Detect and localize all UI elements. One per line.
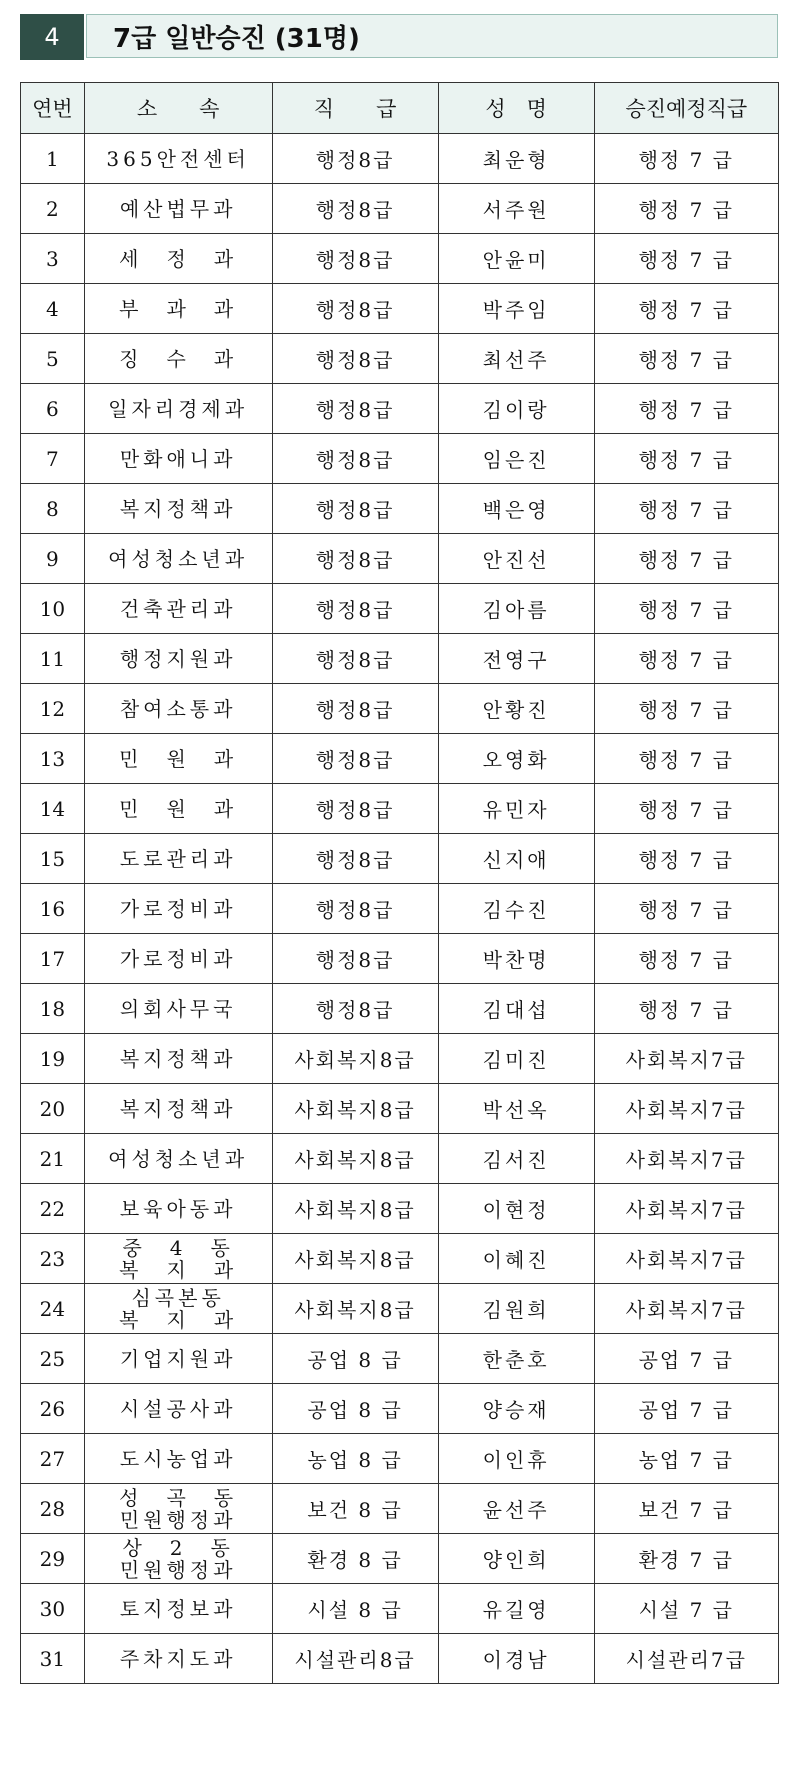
table-row	[21, 1134, 779, 1184]
table-row	[21, 584, 779, 634]
row-grade: 사회복지8급	[272, 1234, 438, 1284]
row-grade: 시설관리8급	[272, 1634, 438, 1684]
row-target-grade: 사회복지7급	[594, 1184, 778, 1234]
row-grade: 사회복지8급	[272, 1084, 438, 1134]
row-number: 11	[21, 634, 85, 684]
row-target-grade: 행정 7 급	[594, 834, 778, 884]
row-grade: 행정8급	[272, 534, 438, 584]
table-row	[21, 384, 779, 434]
table-row	[21, 434, 779, 484]
row-department: 민 원 과	[84, 784, 272, 834]
row-target-grade: 행정 7 급	[594, 634, 778, 684]
row-department: 복지정책과	[84, 484, 272, 534]
row-target-grade: 공업 7 급	[594, 1334, 778, 1384]
row-target-grade: 행정 7 급	[594, 284, 778, 334]
department-line-2: 민원행정과	[119, 1557, 237, 1582]
row-department: 주차지도과	[84, 1634, 272, 1684]
table-row	[21, 134, 779, 184]
row-grade: 농업 8 급	[272, 1434, 438, 1484]
row-name: 양인희	[438, 1534, 594, 1584]
row-target-grade: 사회복지7급	[594, 1084, 778, 1134]
row-target-grade: 행정 7 급	[594, 734, 778, 784]
row-grade: 환경 8 급	[272, 1534, 438, 1584]
row-department: 행정지원과	[84, 634, 272, 684]
row-target-grade: 행정 7 급	[594, 184, 778, 234]
row-number: 18	[21, 984, 85, 1034]
row-target-grade: 행정 7 급	[594, 484, 778, 534]
row-target-grade: 농업 7 급	[594, 1434, 778, 1484]
row-number: 13	[21, 734, 85, 784]
row-grade: 행정8급	[272, 684, 438, 734]
row-department: 가로정비과	[84, 934, 272, 984]
row-department: 시설공사과	[84, 1384, 272, 1434]
row-name: 이인휴	[438, 1434, 594, 1484]
row-name: 윤선주	[438, 1484, 594, 1534]
row-department: 참여소통과	[84, 684, 272, 734]
row-name: 이경남	[438, 1634, 594, 1684]
table-row	[21, 334, 779, 384]
row-number: 6	[21, 384, 85, 434]
row-department	[84, 1234, 272, 1284]
table-row	[21, 1334, 779, 1384]
row-target-grade: 사회복지7급	[594, 1234, 778, 1284]
department-line-2: 민원행정과	[119, 1507, 237, 1532]
row-target-grade: 행정 7 급	[594, 884, 778, 934]
row-grade: 행정8급	[272, 634, 438, 684]
table-row	[21, 1484, 779, 1534]
row-grade: 행정8급	[272, 334, 438, 384]
row-name: 박주임	[438, 284, 594, 334]
row-name: 김이랑	[438, 384, 594, 434]
row-grade: 행정8급	[272, 134, 438, 184]
row-target-grade: 행정 7 급	[594, 684, 778, 734]
row-name: 안윤미	[438, 234, 594, 284]
row-target-grade: 행정 7 급	[594, 584, 778, 634]
table-row	[21, 1384, 779, 1434]
row-grade: 사회복지8급	[272, 1034, 438, 1084]
row-grade: 행정8급	[272, 384, 438, 434]
table-row	[21, 884, 779, 934]
row-department: 도시농업과	[84, 1434, 272, 1484]
row-target-grade: 시설 7 급	[594, 1584, 778, 1634]
row-department: 복지정책과	[84, 1034, 272, 1084]
row-department: 토지정보과	[84, 1584, 272, 1634]
row-department: 민 원 과	[84, 734, 272, 784]
row-name: 오영화	[438, 734, 594, 784]
row-number: 29	[21, 1534, 85, 1584]
row-number: 17	[21, 934, 85, 984]
row-name: 백은영	[438, 484, 594, 534]
row-grade: 공업 8 급	[272, 1334, 438, 1384]
table-row	[21, 1434, 779, 1484]
row-department: 부 과 과	[84, 284, 272, 334]
row-target-grade: 사회복지7급	[594, 1284, 778, 1334]
row-name: 김서진	[438, 1134, 594, 1184]
table-row	[21, 1534, 779, 1584]
row-grade: 사회복지8급	[272, 1184, 438, 1234]
row-grade: 행정8급	[272, 834, 438, 884]
row-grade: 보건 8 급	[272, 1484, 438, 1534]
row-target-grade: 사회복지7급	[594, 1134, 778, 1184]
row-grade: 사회복지8급	[272, 1134, 438, 1184]
row-number: 15	[21, 834, 85, 884]
row-grade: 행정8급	[272, 434, 438, 484]
row-grade: 행정8급	[272, 734, 438, 784]
row-number: 23	[21, 1234, 85, 1284]
table-row	[21, 1584, 779, 1634]
row-department: 여성청소년과	[84, 534, 272, 584]
row-grade: 행정8급	[272, 884, 438, 934]
row-grade: 사회복지8급	[272, 1284, 438, 1334]
row-number: 27	[21, 1434, 85, 1484]
row-name: 최선주	[438, 334, 594, 384]
row-department	[84, 1534, 272, 1584]
department-line-1: 심곡본동	[131, 1285, 225, 1310]
row-number: 30	[21, 1584, 85, 1634]
row-name: 안황진	[438, 684, 594, 734]
row-number: 5	[21, 334, 85, 384]
row-target-grade: 행정 7 급	[594, 984, 778, 1034]
section-header	[20, 14, 780, 62]
row-grade: 행정8급	[272, 234, 438, 284]
row-number: 20	[21, 1084, 85, 1134]
section-title: 7급 일반승진 (31명)	[86, 14, 778, 58]
department-line-1: 중 4 동	[122, 1235, 234, 1260]
col-header-target: 승진예정직급	[594, 83, 778, 134]
row-name: 김미진	[438, 1034, 594, 1084]
row-number: 1	[21, 134, 85, 184]
row-grade: 행정8급	[272, 584, 438, 634]
row-name: 이혜진	[438, 1234, 594, 1284]
table-row	[21, 684, 779, 734]
col-header-grade: 직 급	[272, 83, 438, 134]
col-header-name: 성 명	[438, 83, 594, 134]
row-number: 3	[21, 234, 85, 284]
table-row	[21, 784, 779, 834]
department-line-1: 상 2 동	[122, 1535, 234, 1560]
row-name: 한춘호	[438, 1334, 594, 1384]
row-grade: 행정8급	[272, 484, 438, 534]
row-department: 보육아동과	[84, 1184, 272, 1234]
row-number: 2	[21, 184, 85, 234]
row-name: 김아름	[438, 584, 594, 634]
table-row	[21, 234, 779, 284]
table-row	[21, 1234, 779, 1284]
row-number: 25	[21, 1334, 85, 1384]
row-number: 7	[21, 434, 85, 484]
row-target-grade: 행정 7 급	[594, 334, 778, 384]
table-row	[21, 734, 779, 784]
row-name: 유길영	[438, 1584, 594, 1634]
row-target-grade: 환경 7 급	[594, 1534, 778, 1584]
row-number: 24	[21, 1284, 85, 1334]
table-row	[21, 984, 779, 1034]
col-header-dept: 소 속	[84, 83, 272, 134]
row-name: 김원희	[438, 1284, 594, 1334]
row-target-grade: 행정 7 급	[594, 234, 778, 284]
department-line-2: 복 지 과	[119, 1257, 238, 1282]
row-department: 예산법무과	[84, 184, 272, 234]
table-header-row	[21, 83, 779, 134]
row-name: 전영구	[438, 634, 594, 684]
row-department: 일자리경제과	[84, 384, 272, 434]
row-grade: 행정8급	[272, 984, 438, 1034]
row-number: 9	[21, 534, 85, 584]
row-number: 12	[21, 684, 85, 734]
row-target-grade: 공업 7 급	[594, 1384, 778, 1434]
row-number: 19	[21, 1034, 85, 1084]
row-grade: 행정8급	[272, 284, 438, 334]
row-number: 10	[21, 584, 85, 634]
row-department: 도로관리과	[84, 834, 272, 884]
row-department: 의회사무국	[84, 984, 272, 1034]
row-number: 28	[21, 1484, 85, 1534]
row-department: 기업지원과	[84, 1334, 272, 1384]
row-department: 징 수 과	[84, 334, 272, 384]
row-name: 김대섭	[438, 984, 594, 1034]
table-row	[21, 1034, 779, 1084]
table-row	[21, 534, 779, 584]
table-row	[21, 1184, 779, 1234]
row-name: 박선옥	[438, 1084, 594, 1134]
row-target-grade: 시설관리7급	[594, 1634, 778, 1684]
row-name: 양승재	[438, 1384, 594, 1434]
row-target-grade: 행정 7 급	[594, 384, 778, 434]
row-number: 4	[21, 284, 85, 334]
table-row	[21, 834, 779, 884]
table-row	[21, 1634, 779, 1684]
table-row	[21, 484, 779, 534]
row-grade: 시설 8 급	[272, 1584, 438, 1634]
row-name: 김수진	[438, 884, 594, 934]
row-department	[84, 1284, 272, 1334]
row-target-grade: 행정 7 급	[594, 784, 778, 834]
col-header-no: 연번	[21, 83, 85, 134]
table-row	[21, 284, 779, 334]
row-target-grade: 행정 7 급	[594, 534, 778, 584]
row-grade: 공업 8 급	[272, 1384, 438, 1434]
row-department	[84, 1484, 272, 1534]
row-grade: 행정8급	[272, 184, 438, 234]
row-name: 박찬명	[438, 934, 594, 984]
row-name: 서주원	[438, 184, 594, 234]
row-grade: 행정8급	[272, 784, 438, 834]
row-target-grade: 행정 7 급	[594, 934, 778, 984]
row-number: 14	[21, 784, 85, 834]
table-row	[21, 1284, 779, 1334]
row-number: 21	[21, 1134, 85, 1184]
row-number: 31	[21, 1634, 85, 1684]
row-name: 안진선	[438, 534, 594, 584]
row-department: 여성청소년과	[84, 1134, 272, 1184]
row-department: 세 정 과	[84, 234, 272, 284]
row-target-grade: 행정 7 급	[594, 434, 778, 484]
row-name: 임은진	[438, 434, 594, 484]
row-grade: 행정8급	[272, 934, 438, 984]
row-number: 8	[21, 484, 85, 534]
department-line-1: 성 곡 동	[119, 1485, 238, 1510]
department-line-2: 복 지 과	[119, 1307, 238, 1332]
row-number: 22	[21, 1184, 85, 1234]
row-name: 유민자	[438, 784, 594, 834]
row-name: 신지애	[438, 834, 594, 884]
row-department: 건축관리과	[84, 584, 272, 634]
row-target-grade: 행정 7 급	[594, 134, 778, 184]
row-department: 복지정책과	[84, 1084, 272, 1134]
row-target-grade: 보건 7 급	[594, 1484, 778, 1534]
section-number: 4	[20, 14, 84, 60]
row-target-grade: 사회복지7급	[594, 1034, 778, 1084]
table-row	[21, 1084, 779, 1134]
row-number: 16	[21, 884, 85, 934]
row-department: 365안전센터	[84, 134, 272, 184]
row-department: 만화애니과	[84, 434, 272, 484]
row-department: 가로정비과	[84, 884, 272, 934]
table-row	[21, 934, 779, 984]
table-row	[21, 634, 779, 684]
row-name: 이현정	[438, 1184, 594, 1234]
row-name: 최운형	[438, 134, 594, 184]
row-number: 26	[21, 1384, 85, 1434]
table-row	[21, 184, 779, 234]
promotion-table	[20, 82, 779, 1684]
